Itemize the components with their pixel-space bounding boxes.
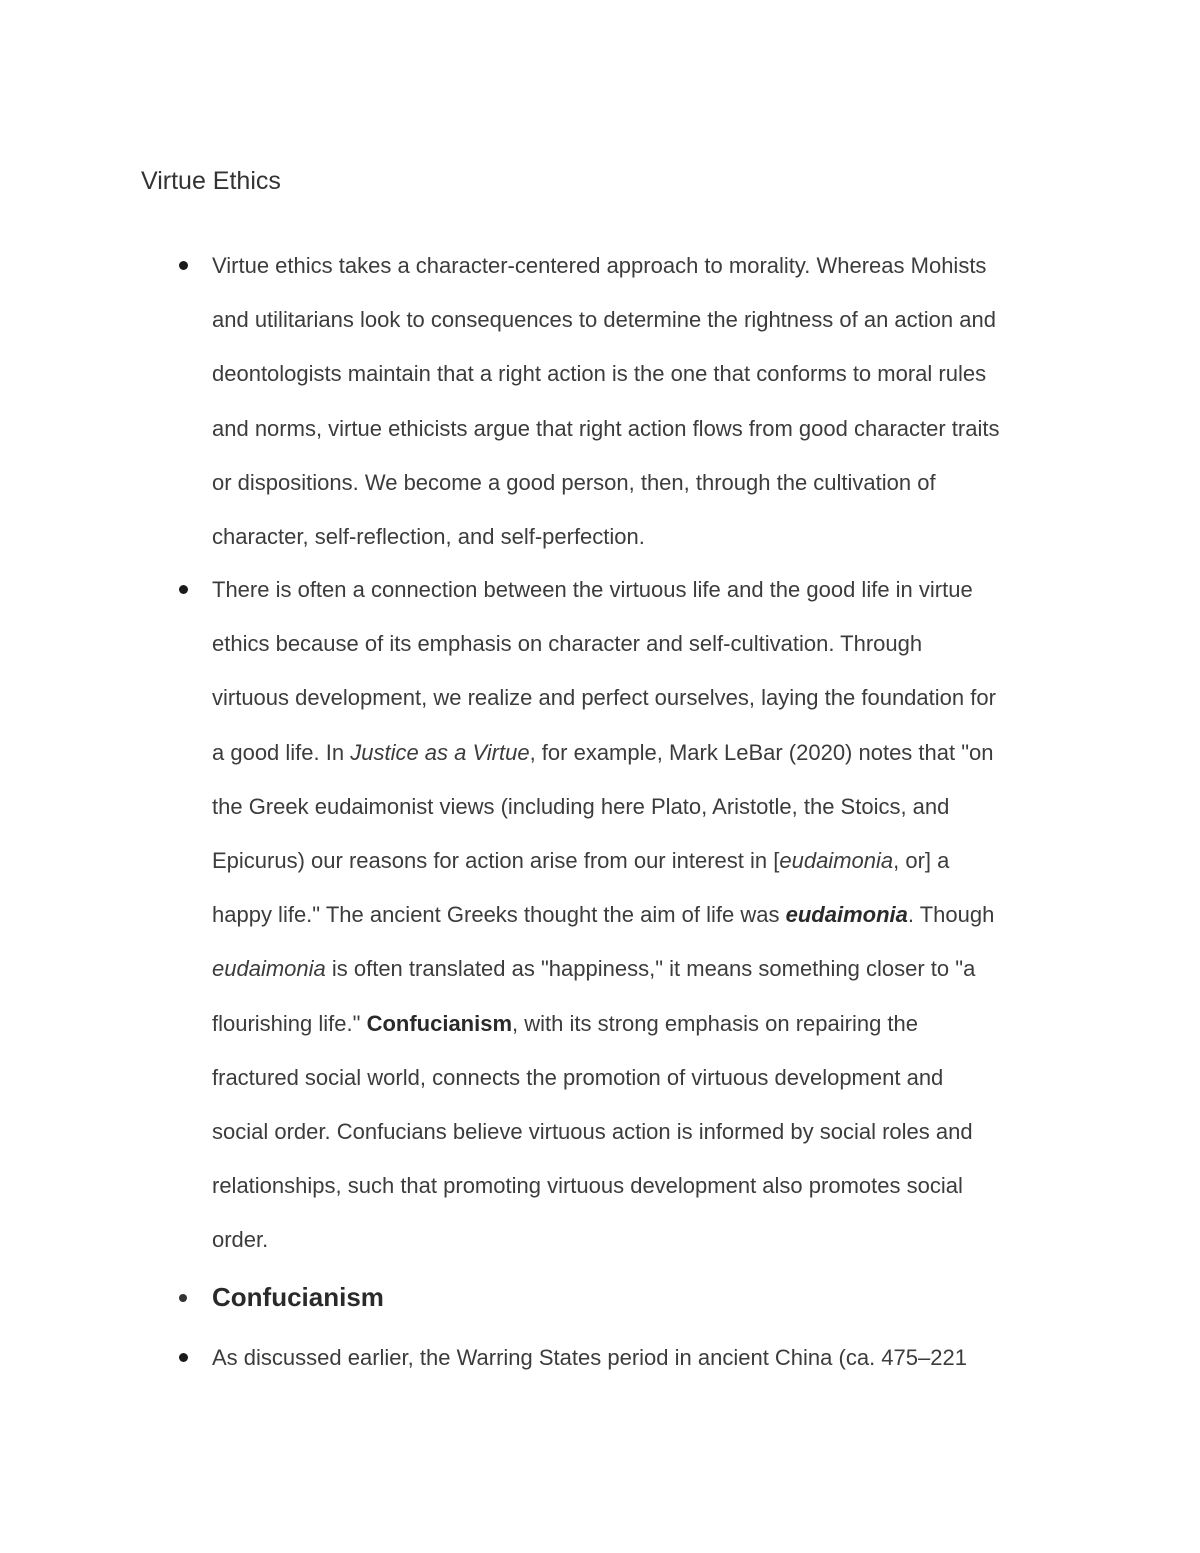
list-item (212, 1331, 1072, 1385)
text-line (212, 942, 1072, 996)
text-run: ethics because of its emphasis on character and self-cultivation. Through (212, 631, 923, 657)
emphasis-text: eudaimonia (212, 956, 326, 982)
text-line (212, 834, 1072, 888)
text-line (212, 1051, 1072, 1105)
text-run: and utilitarians look to consequences to determine the rightness of an action and (212, 307, 996, 333)
text-line (212, 726, 1072, 780)
text-line (212, 510, 1072, 564)
text-line (212, 563, 1072, 617)
bullet-icon (179, 1294, 187, 1302)
text-run: virtuous development, we realize and perfect ourselves, laying the foundation for (212, 685, 996, 711)
text-run: , for example, Mark LeBar (2020) notes that "on (529, 739, 994, 765)
text-line (212, 293, 1072, 347)
text-run: , with its strong emphasis on repairing the (512, 1010, 919, 1036)
emphasis-text: Justice as a Virtue (350, 739, 530, 765)
text-line (212, 347, 1072, 401)
text-run: the Greek eudaimonist views (including here Plato, Aristotle, the Stoics, and (212, 793, 950, 819)
bullet-icon (179, 1353, 188, 1362)
bullet-icon (179, 585, 188, 594)
text-line (212, 1331, 1072, 1385)
text-line (212, 239, 1072, 293)
text-line (212, 1270, 1072, 1324)
text-run: Confucianism (212, 1282, 384, 1312)
emphasis-text: Confucianism (366, 1010, 513, 1036)
text-run: character, self-reflection, and self-perfection. (212, 524, 645, 550)
text-run: Epicurus) our reasons for action arise from our interest in [ (212, 848, 780, 874)
text-run: order. (212, 1227, 269, 1253)
text-run: . Though (907, 902, 995, 928)
text-run: relationships, such that promoting virtuous development also promotes social (212, 1173, 963, 1199)
text-run: and norms, virtue ethicists argue that right action flows from good character traits (212, 415, 1000, 441)
text-run: , or] a (893, 848, 950, 874)
bullet-icon (179, 261, 188, 270)
text-line (212, 780, 1072, 834)
text-line (212, 997, 1072, 1051)
emphasis-text: eudaimonia (779, 848, 894, 874)
list-item (212, 563, 1072, 1268)
section-heading (212, 1270, 1072, 1324)
text-line (212, 888, 1072, 942)
text-run: social order. Confucians believe virtuous action is informed by social roles and (212, 1119, 973, 1145)
text-run: deontologists maintain that a right action is the one that conforms to moral rules (212, 361, 987, 387)
text-line (212, 671, 1072, 725)
text-line (212, 402, 1072, 456)
text-line (212, 1213, 1072, 1267)
text-line (212, 1105, 1072, 1159)
text-run: flourishing life." (212, 1010, 367, 1036)
text-run: happy life." The ancient Greeks thought the aim of life was (212, 902, 786, 928)
text-line (212, 1159, 1072, 1213)
page-title: Virtue Ethics (141, 167, 281, 195)
list-item (212, 239, 1072, 564)
text-run: Virtue ethics takes a character-centered approach to morality. Whereas Mohists (212, 253, 987, 278)
emphasis-text: eudaimonia (785, 902, 908, 928)
text-run: or dispositions. We become a good person, then, through the cultivation of (212, 469, 936, 495)
text-line (212, 617, 1072, 671)
text-run: is often translated as "happiness," it means something closer to "a (325, 956, 976, 982)
text-run: As discussed earlier, the Warring States period in ancient China (ca. 475–221 (212, 1345, 967, 1370)
text-run: There is often a connection between the virtuous life and the good life in virtue (212, 577, 973, 602)
text-run: a good life. In (212, 739, 351, 765)
text-line (212, 456, 1072, 510)
text-run: fractured social world, connects the promotion of virtuous development and (212, 1064, 944, 1090)
